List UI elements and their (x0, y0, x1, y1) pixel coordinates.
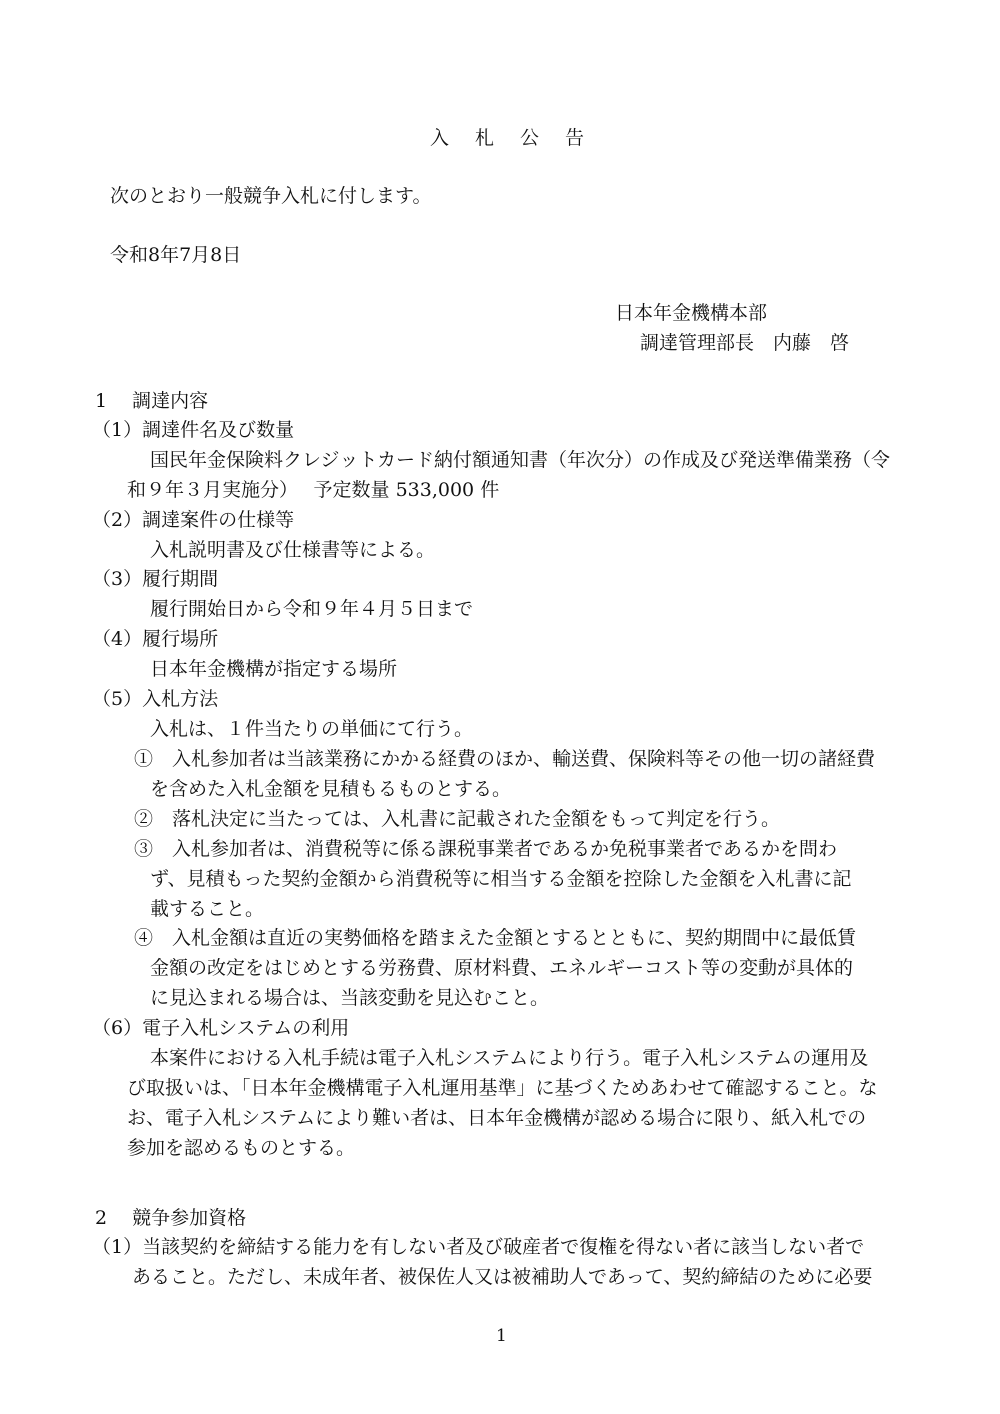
subitem-1-line: を含めた入札金額を見積もるものとする。 (150, 778, 512, 800)
item-1-5-line: 入札は、１件当たりの単価にて行う。 (150, 718, 474, 740)
document-title: 入札公告 (430, 127, 611, 149)
item-2-1-line: （1）当該契約を締結する能力を有しない者及び破産者で復権を得ない者に該当しない者で (92, 1236, 865, 1258)
section-1-heading: 1 調達内容 (95, 390, 209, 412)
subitem-4-line: に見込まれる場合は、当該変動を見込むこと。 (150, 987, 550, 1009)
item-1-6-line: 本案件における入札手続は電子入札システムにより行う。電子入札システムの運用及 (150, 1047, 869, 1069)
subitem-3-line: 載すること。 (150, 898, 265, 920)
intro-text: 次のとおり一般競争入札に付します。 (110, 185, 432, 207)
item-1-3-label: （3）履行期間 (92, 568, 219, 590)
subitem-1-line: ① 入札参加者は当該業務にかかる経費のほか、輸送費、保険料等その他一切の諸経費 (134, 748, 876, 770)
item-1-1-line: 和９年３月実施分） 予定数量 533,000 件 (127, 479, 500, 501)
item-2-1-line: あること。ただし、未成年者、被保佐人又は被補助人であって、契約締結のために必要 (132, 1266, 873, 1288)
item-1-2-line: 入札説明書及び仕様書等による。 (150, 539, 436, 561)
item-1-4-label: （4）履行場所 (92, 628, 219, 650)
subitem-4-line: 金額の改定をはじめとする労務費、原材料費、エネルギーコスト等の変動が具体的 (150, 957, 854, 979)
item-1-6-label: （6）電子入札システムの利用 (92, 1017, 350, 1039)
item-1-1-label: （1）調達件名及び数量 (92, 419, 295, 441)
subitem-3-line: ③ 入札参加者は、消費税等に係る課税事業者であるか免税事業者であるかを問わ (134, 838, 838, 860)
issuer-organization: 日本年金機構本部 (615, 302, 768, 324)
item-1-6-line: お、電子入札システムにより難い者は、日本年金機構が認める場合に限り、紙入札での (127, 1107, 867, 1129)
page-number: 1 (496, 1326, 507, 1346)
item-1-5-label: （5）入札方法 (92, 688, 219, 710)
issuer-position-name: 調達管理部長 内藤 啓 (640, 332, 850, 354)
item-1-2-label: （2）調達案件の仕様等 (92, 509, 295, 531)
item-1-6-line: び取扱いは、「日本年金機構電子入札運用基準」に基づくためあわせて確認すること。な (127, 1077, 878, 1099)
item-1-1-line: 国民年金保険料クレジットカード納付額通知書（年次分）の作成及び発送準備業務（令 (150, 449, 890, 471)
section-2-heading: 2 競争参加資格 (95, 1207, 247, 1229)
item-1-6-line: 参加を認めるものとする。 (127, 1137, 356, 1159)
item-1-3-line: 履行開始日から令和９年４月５日まで (150, 598, 474, 620)
notice-date: 令和8年7月8日 (110, 244, 242, 266)
subitem-3-line: ず、見積もった契約金額から消費税等に相当する金額を控除した金額を入札書に記 (150, 868, 852, 890)
subitem-2-line: ② 落札決定に当たっては、入札書に記載された金額をもって判定を行う。 (134, 808, 781, 830)
subitem-4-line: ④ 入札金額は直近の実勢価格を踏まえた金額とするとともに、契約期間中に最低賃 (134, 927, 857, 949)
item-1-4-line: 日本年金機構が指定する場所 (150, 658, 398, 680)
